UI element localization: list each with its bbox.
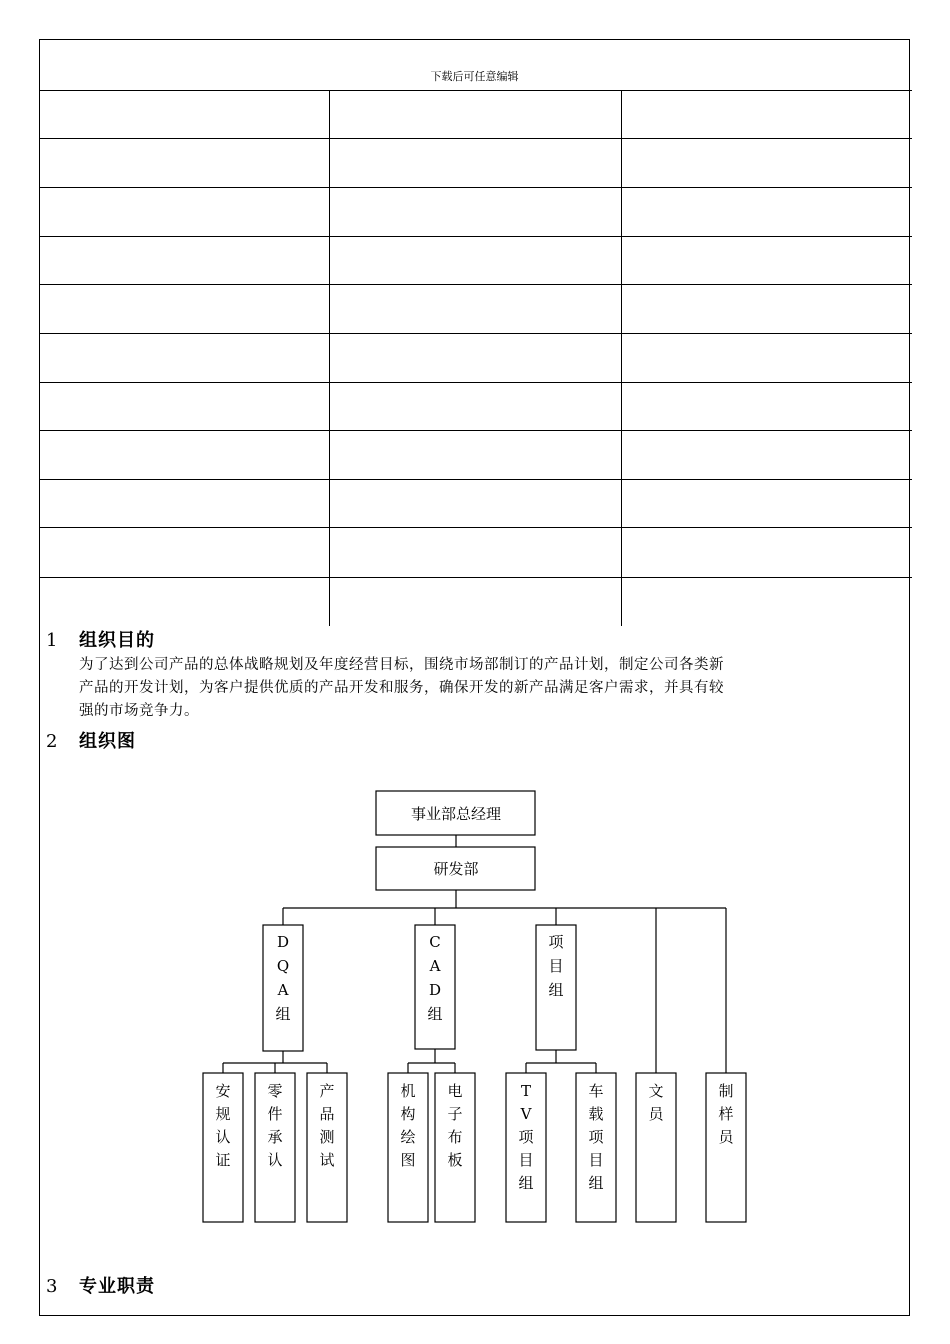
header-note: 下载后可任意编辑 [430,70,519,83]
org-unit-label: 电子布板 [447,1082,463,1169]
org-unit-label: 文员 [648,1082,664,1123]
section-3-title: 3 专业职责 [46,1276,155,1297]
purpose-line: 产品的开发计划，为客户提供优质的产品开发和服务，确保开发的新产品满足客户需求，并具有较 [79,680,724,696]
org-dept-label: 研发部 [433,860,479,878]
org-group-cad-label: C A D 组 [427,933,443,1023]
org-unit-label: 车载项目组 [588,1082,604,1192]
purpose-line: 为了达到公司产品的总体战略规划及年度经营目标，围绕市场部制订的产品计划，制定公司各类新 [79,657,724,673]
section-1-title: 1 组织目的 [46,630,155,651]
org-group-dqa-label: D Q A 组 [275,933,291,1023]
section-2-title: 2 组织图 [46,731,136,752]
org-unit-label: 安规认证 [215,1082,231,1169]
org-group-project-label: 项目组 [548,933,564,999]
org-unit-label: T V 项目组 [518,1082,534,1192]
org-top-label: 事业部总经理 [410,805,502,823]
org-unit-label: 机构绘图 [400,1082,416,1169]
org-unit-label: 零件承认 [267,1082,283,1169]
org-unit-label: 产品测试 [319,1082,335,1169]
org-unit-label: 制样员 [718,1082,734,1146]
purpose-line: 强的市场竞争力。 [79,703,199,719]
